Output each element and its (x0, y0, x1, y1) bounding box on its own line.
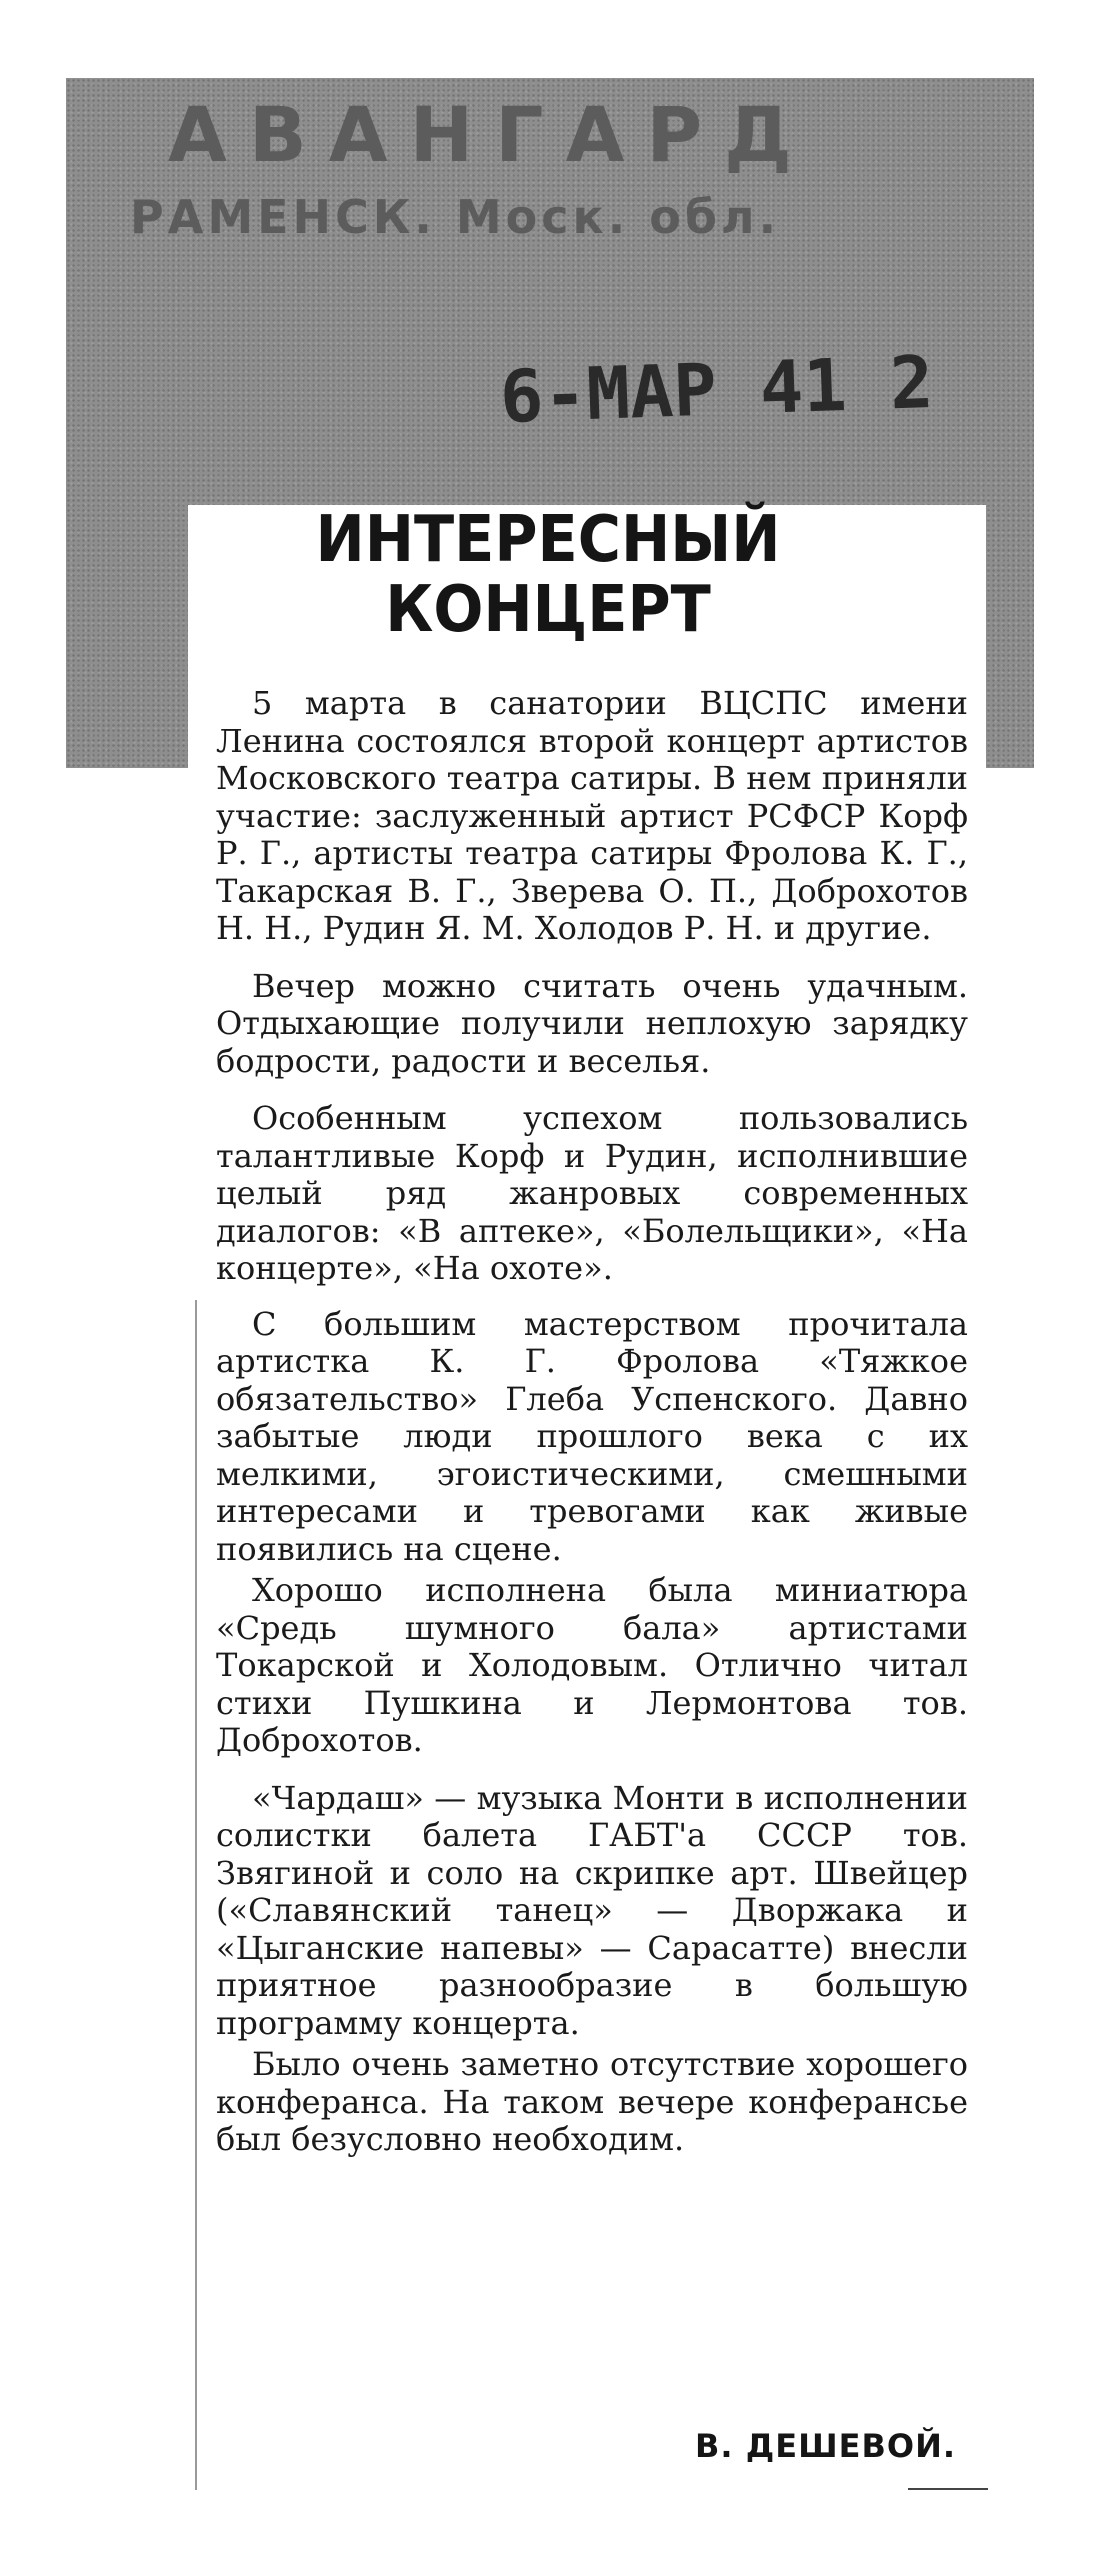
closing-rule (908, 2488, 988, 2490)
paragraph-3: Особенным успехом пользовались талантливые Корф и Рудин, исполнившие целый ряд жанровых современных диалогов: «В аптеке», «Болельщики», «На концерте», «На охоте». (216, 1099, 968, 1287)
author-signature: В. ДЕШЕВОЙ. (695, 2427, 956, 2465)
article-body (216, 685, 968, 2159)
paragraph-2: Вечер можно считать очень удачным. Отдыхающие получили неплохую зарядку бодрости, радости и веселья. (216, 966, 968, 1080)
paragraph-5: Хорошо исполнена была миниатюра «Средь шумного бала» артистами Токарской и Холодовым. Отлично читал стихи Пушкина и Лермонтова тов. Доброхотов. (216, 1571, 968, 1759)
headline (217, 505, 879, 645)
newspaper-location: РАМЕНСК. Моск. обл. (130, 190, 781, 244)
margin-line (195, 1300, 197, 2490)
headline-line-1: ИНТЕРЕСНЫЙ (315, 503, 781, 577)
paragraph-6: «Чардаш» — музыка Монти в исполнении солистки балета ГАБТ'а СССР тов. Звягиной и соло на скрипке арт. Швейцер («Славянский танец» — Дворжака и «Цыганские напевы» — Сарасатте) внесли приятное разнообразие в большую программу концерта. (216, 1778, 968, 2042)
paragraph-4: С большим мастерством прочитала артистка К. Г. Фролова «Тяжкое обязательство» Глеба Успенского. Давно забытые люди прошлого века с их мелкими, эгоистическими, смешными интересами и тревогами как живые появились на сцене. (216, 1304, 968, 1568)
newspaper-name: АВАНГАРД (168, 90, 814, 179)
date-stamp: 6-МАР 41 2 (498, 339, 935, 439)
article (188, 505, 986, 2485)
headline-line-2: КОНЦЕРТ (385, 573, 711, 647)
paragraph-7: Было очень заметно отсутствие хорошего конферанса. На таком вечере конферансье был безусловно необходим. (216, 2045, 968, 2158)
paragraph-1: 5 марта в санатории ВЦСПС имени Ленина состоялся второй концерт артистов Московского театра сатиры. В нем приняли участие: заслуженный артист РСФСР Корф Р. Г., артисты театра сатиры Фролова К. Г., Такарская В. Г., Зверева О. П., Доброхотов Н. Н., Рудин Я. М. Холодов Р. Н. и другие. (216, 684, 968, 947)
